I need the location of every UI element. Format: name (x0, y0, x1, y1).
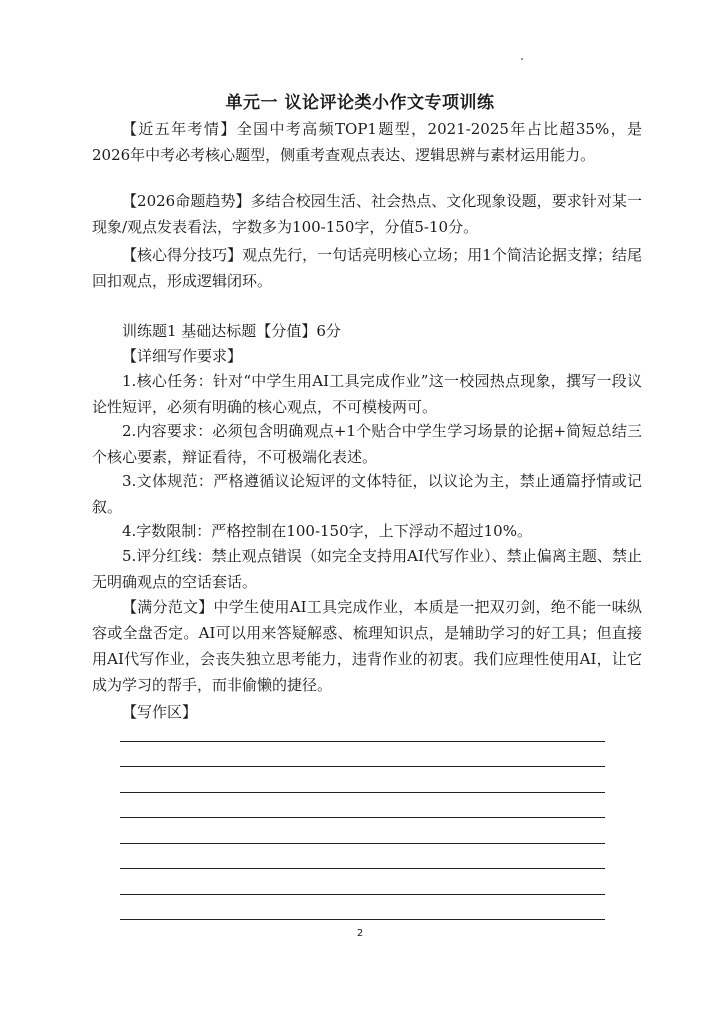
writing-area-label: 【写作区】 (122, 703, 198, 721)
requirement-item: 3.文体规范：严格遵循议论短评的文体特征，以议论为主，禁止通篇抒情或记叙。 (92, 472, 642, 516)
writing-line[interactable] (120, 919, 605, 920)
intro-2026-trend: 【2026命题趋势】多结合校园生活、社会热点、文化现象设题，要求针对某一现象/观点发表看法，字数多为100-150字，分值5-10分。 (92, 192, 642, 236)
page-title: 单元一 议论评论类小作文专项训练 (225, 93, 495, 113)
page-number: 2 (356, 928, 364, 939)
requirement-item: 4.字数限制：严格控制在100-150字，上下浮动不超过10%。 (122, 522, 532, 540)
requirement-item: 1.核心任务：针对“中学生用AI工具完成作业”这一校园热点现象，撰写一段议论性短评，必须有明确的核心观点，不可模棱两可。 (92, 372, 642, 416)
exercise-heading: 训练题1 基础达标题【分值】6分 (122, 322, 341, 340)
intro-exam-history: 【近五年考情】全国中考高频TOP1题型，2021-2025年占比超35%，是2026年中考必考核心题型，侧重考查观点表达、逻辑思辨与素材运用能力。 (92, 120, 642, 164)
requirement-item: 2.内容要求：必须包含明确观点+1个贴合中学生学习场景的论据+简短总结三个核心要素，辩证看待，不可极端化表述。 (92, 422, 642, 466)
requirements-heading: 【详细写作要求】 (122, 347, 243, 365)
model-essay: 【满分范文】中学生使用AI工具完成作业，本质是一把双刃剑，绝不能一味纵容或全盘否定。AI可以用来答疑解惑、梳理知识点，是辅助学习的好工具；但直接用AI代写作业，会丧失独立思考能力，违背作业的初衷。我们应理性使用AI，让它成为学习的帮手，而非偷懒的捷径。 (92, 598, 642, 694)
scan-dot (521, 58, 523, 60)
writing-line[interactable] (120, 766, 605, 767)
writing-line[interactable] (120, 817, 605, 818)
writing-line[interactable] (120, 792, 605, 793)
writing-line[interactable] (120, 868, 605, 869)
writing-line[interactable] (120, 843, 605, 844)
intro-scoring-tips: 【核心得分技巧】观点先行，一句话亮明核心立场；用1个简洁论据支撑；结尾回扣观点，形成逻辑闭环。 (92, 246, 642, 290)
requirement-item: 5.评分红线：禁止观点错误（如完全支持用AI代写作业）、禁止偏离主题、禁止无明确观点的空话套话。 (92, 547, 642, 591)
writing-line[interactable] (120, 894, 605, 895)
writing-line[interactable] (120, 741, 605, 742)
